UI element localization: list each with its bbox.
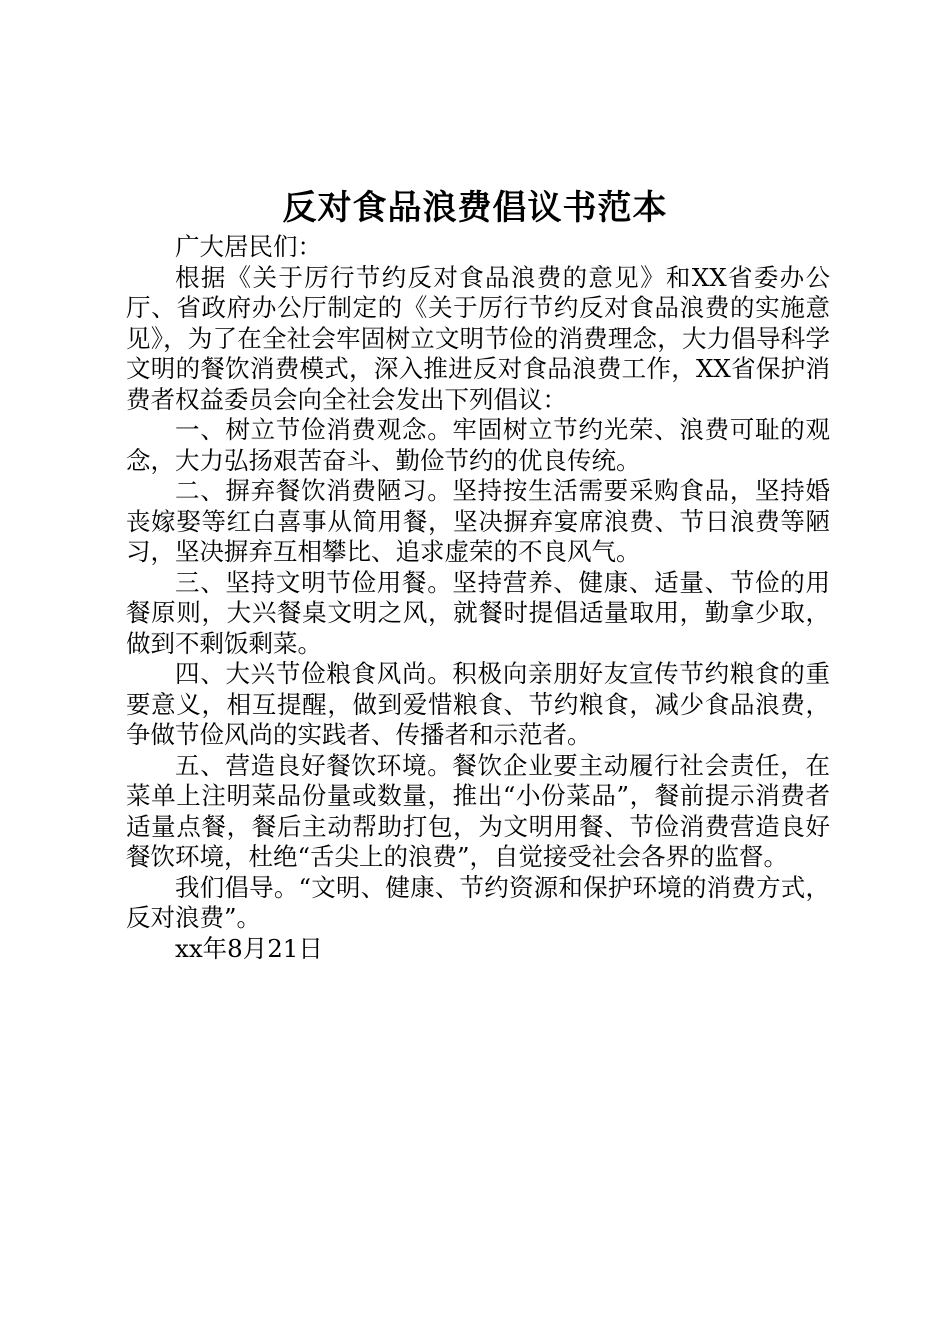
paragraph-item-5: 五、营造良好餐饮环境。餐饮企业要主动履行社会责任，在菜单上注明菜品份量或数量，推出“小份菜品”，餐前提示消费者适量点餐，餐后主动帮助打包，为文明用餐、节俭消费营造良好餐饮环境，杜绝“舌尖上的浪费”，自觉接受社会各界的监督。 bbox=[126, 750, 830, 871]
document-body bbox=[126, 232, 830, 964]
document-date: xx年8月21日 bbox=[175, 933, 323, 963]
paragraph-item-4: 四、大兴节俭粮食风尚。积极向亲朋好友宣传节约粮食的重要意义，相互提醒，做到爱惜粮食、节约粮食，减少食品浪费，争做节俭风尚的实践者、传播者和示范者。 bbox=[126, 659, 830, 749]
document-title: 反对食品浪费倡议书范本 bbox=[282, 188, 668, 228]
paragraph-item-2: 二、摒弃餐饮消费陋习。坚持按生活需要采购食品，坚持婚丧嫁娶等红白喜事从简用餐，坚决摒弃宴席浪费、节日浪费等陋习，坚决摒弃互相攀比、追求虚荣的不良风气。 bbox=[126, 476, 830, 566]
paragraph-closing: 我们倡导。“文明、健康、节约资源和保护环境的消费方式，反对浪费”。 bbox=[126, 872, 830, 932]
paragraph-item-3: 三、坚持文明节俭用餐。坚持营养、健康、适量、节俭的用餐原则，大兴餐桌文明之风，就餐时提倡适量取用，勤拿少取，做到不剩饭剩菜。 bbox=[126, 567, 830, 658]
paragraph-intro: 根据《关于厉行节约反对食品浪费的意见》和XX省委办公厅、省政府办公厅制定的《关于厉行节约反对食品浪费的实施意见》，为了在全社会牢固树立文明节俭的消费理念，大力倡导科学文明的餐饮消费模式，深入推进反对食品浪费工作，XX省保护消费者权益委员会向全社会发出下列倡议： bbox=[126, 262, 830, 414]
paragraph-item-1: 一、树立节俭消费观念。牢固树立节约光荣、浪费可耻的观念，大力弘扬艰苦奋斗、勤俭节约的优良传统。 bbox=[126, 415, 830, 475]
salutation: 广大居民们： bbox=[175, 232, 322, 261]
